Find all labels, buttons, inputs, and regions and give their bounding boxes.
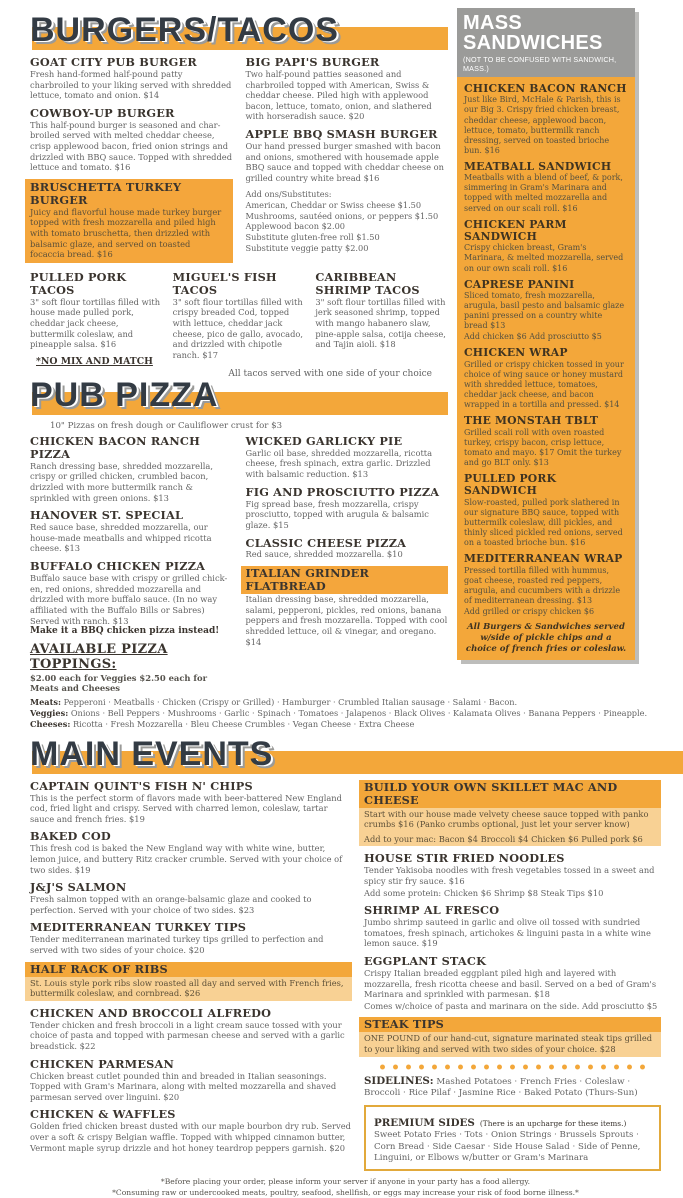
menu-item bbox=[30, 780, 352, 825]
mass-sandwiches-section bbox=[457, 8, 635, 694]
tacos-columns bbox=[30, 271, 448, 367]
item-name: BAKED COD bbox=[30, 829, 111, 844]
toppings-cheeses bbox=[30, 719, 661, 730]
toppings-header-block bbox=[30, 642, 233, 693]
item-desc: Tender chicken and fresh broccoli in a light cream sauce tossed with your choice of pasta and topped with parmesan cheese and served with a garlic breadstick. $22 bbox=[30, 1019, 345, 1052]
cheeses-label: Cheeses: bbox=[30, 718, 71, 729]
addon-item: Mushrooms, sautéed onions, or peppers $1.50 bbox=[245, 210, 439, 221]
item-name: EGGPLANT STACK bbox=[364, 954, 487, 969]
addons-label: Add ons/Substitutes: bbox=[245, 189, 332, 200]
item-desc: Juicy and flavorful house made turkey burger topped with fresh mozzarella and piled high with tomato bruschetta, then drizzled with balsamic glaze, and served on toasted focaccia bread. $16 bbox=[30, 206, 222, 260]
top-row bbox=[30, 8, 661, 694]
item-name: MEDITERRANEAN WRAP bbox=[464, 552, 623, 566]
meats-label: Meats: bbox=[30, 697, 61, 708]
toppings-lists bbox=[30, 697, 661, 729]
menu-item-highlighted bbox=[246, 566, 449, 647]
item-name: CAPRESE PANINI bbox=[464, 277, 575, 291]
item-desc: Fresh hand-formed half-pound patty charbroiled to your liking served with shredded lettuce, tomato and onion. $14 bbox=[30, 68, 232, 101]
menu-item bbox=[30, 56, 233, 101]
sandwiches-body bbox=[457, 77, 635, 660]
menu-item bbox=[246, 56, 449, 122]
item-desc: Sliced tomato, fresh mozzarella, arugula, basil pesto and balsamic glaze panini pressed on a country white bread $13 bbox=[464, 291, 625, 331]
item-name: GOAT CITY PUB BURGER bbox=[30, 55, 197, 69]
menu-item bbox=[30, 881, 352, 915]
taco-col bbox=[315, 271, 448, 367]
item-name: THE MONSTAH TBLT bbox=[464, 414, 599, 428]
item-name: HANOVER ST. SPECIAL bbox=[30, 508, 184, 523]
menu-item bbox=[364, 904, 661, 949]
item-name: HOUSE STIR FRIED NOODLES bbox=[364, 851, 565, 866]
item-extra: Add grilled or crispy chicken $6 bbox=[464, 606, 595, 616]
item-name: CHICKEN & WAFFLES bbox=[30, 1107, 176, 1122]
premium-sides-box bbox=[364, 1105, 661, 1171]
section-title: MASS SANDWICHES bbox=[463, 12, 603, 54]
addon-item: Applewood bacon $2.00 bbox=[245, 221, 346, 232]
menu-item-highlighted bbox=[359, 1017, 661, 1056]
pizza-intro: 10" Pizzas on fresh dough or Cauliflower crust for $3 bbox=[50, 420, 283, 431]
item-desc: Fresh salmon topped with an orange-balsamic glaze and cooked to perfection. Served with your choice of two sides. $23 bbox=[30, 894, 312, 915]
item-name: ITALIAN GRINDER FLATBREAD bbox=[241, 566, 449, 594]
menu-item bbox=[246, 128, 449, 183]
menu-item bbox=[246, 486, 449, 531]
premium-label: PREMIUM SIDES bbox=[374, 1117, 475, 1130]
menu-item bbox=[464, 83, 628, 156]
item-extra: Comes w/choice of pasta and marinara on the side. Add prosciutto $5 bbox=[364, 1000, 658, 1011]
main-events-columns bbox=[30, 780, 661, 1171]
sidelines bbox=[364, 1075, 661, 1100]
item-name: HALF RACK OF RIBS bbox=[25, 962, 352, 977]
menu-item bbox=[315, 271, 448, 350]
item-desc: Buffalo sauce base with crispy or grilled chick-en, red onions, shredded mozzarella and drizzled with more buffalo sauce. (In no way affiliated with the Buffalo Bills or Sabres) Served with ranch. $13 bbox=[30, 573, 228, 626]
item-name: PULLED PORK SANDWICH bbox=[464, 471, 557, 498]
toppings-pricing: $2.00 each for Veggies $2.50 each for Meats and Cheeses bbox=[30, 673, 208, 694]
item-name: MIGUEL'S FISH TACOS bbox=[172, 269, 277, 297]
menu-item bbox=[464, 553, 628, 617]
item-desc: Garlic oil base, shredded mozzarella, ricotta cheese, fresh spinach, extra garlic. Drizzled with balsamic reduction. $13 bbox=[245, 447, 433, 480]
menu-item bbox=[30, 1108, 352, 1153]
item-desc: Red sauce, shredded mozzarella. $10 bbox=[245, 549, 403, 560]
menu-item bbox=[30, 1007, 352, 1052]
menu-item bbox=[364, 852, 661, 898]
item-desc: Tender Yakisoba noodles with fresh vegetables tossed in a sweet and spicy stir fry sauce. $16 bbox=[364, 865, 655, 886]
premium-note: (There is an upcharge for these items.) bbox=[479, 1119, 627, 1129]
item-name: CLASSIC CHEESE PIZZA bbox=[245, 535, 407, 550]
veggies-label: Veggies: bbox=[30, 707, 69, 718]
menu-item bbox=[30, 435, 233, 503]
item-name: CHICKEN PARMESAN bbox=[30, 1056, 175, 1071]
toppings-meats bbox=[30, 697, 661, 708]
taco-col bbox=[173, 271, 306, 367]
menu-item bbox=[30, 107, 233, 173]
menu-item bbox=[464, 347, 628, 410]
item-desc: Italian dressing base, shredded mozzarella, salami, pepperoni, pickles, red onions, banana peppers and fresh mozzarella. Topped with cool shredded lettuce, oil & vinegar, and oregano. $14 bbox=[245, 594, 448, 647]
menu-item bbox=[464, 473, 628, 548]
item-name: BUILD YOUR OWN SKILLET MAC AND CHEESE bbox=[359, 780, 661, 808]
item-desc: Our hand pressed burger smashed with bacon and onions, smothered with housemade apple BBQ sauce and topped with cheddar cheese on grilled country white bread $16 bbox=[245, 141, 445, 183]
veggies-list: Onions · Bell Peppers · Mushrooms · Garlic · Spinach · Tomatoes · Jalapenos · Black Olives · Kalamata Olives · Banana Peppers · Pineapple. bbox=[70, 707, 648, 718]
item-desc: Ranch dressing base, shredded mozzarella, crispy or grilled chicken, crumbled bacon, drizzled with more buttermilk ranch & sprinkled with green onions. $13 bbox=[30, 460, 213, 503]
item-name: BIG PAPI'S BURGER bbox=[245, 55, 380, 69]
item-desc: Pressed tortilla filled with hummus, goat cheese, roasted red peppers, arugula, and cucumbers with a drizzle of mediterranean dressing. $13 bbox=[464, 565, 621, 605]
menu-item bbox=[464, 279, 628, 343]
item-desc: Grilled or crispy chicken tossed in your choice of wing sauce or honey mustard with shredded lettuce, tomatoes, cheddar jack cheese, and bacon wrapped in a tortilla and pressed. $14 bbox=[464, 359, 624, 410]
item-name: CHICKEN BACON RANCH PIZZA bbox=[30, 433, 200, 461]
sandwiches-footer-note: All Burgers & Sandwiches served w/side of pickle chips and a choice of french fries or coleslaw. bbox=[465, 621, 627, 655]
main-events-col-2 bbox=[364, 780, 661, 1171]
addon-item: Substitute gluten-free roll $1.50 bbox=[245, 232, 380, 243]
item-name: STEAK TIPS bbox=[359, 1017, 661, 1032]
premium-list: Sweet Potato Fries · Tots · Onion Strings · Brussels Sprouts · Corn Bread · Side Caesar · Side House Salad · Side of Penne, Linguini, or Elbows w/butter or Gram's Marinara bbox=[374, 1130, 641, 1163]
addons-list bbox=[246, 189, 449, 253]
dotted-divider bbox=[378, 1063, 647, 1071]
item-desc: ONE POUND of our hand-cut, signature marinated steak tips grilled to your liking and served with two sides of your choice. $28 bbox=[364, 1033, 653, 1055]
menu-item bbox=[30, 830, 352, 875]
item-desc: Two half-pound patties seasoned and charbroiled topped with American, Swiss & cheddar cheese. Piled high with applewood bacon, lettuce, tomato, onion, and slathered with horseradish sauce. $20 bbox=[245, 68, 432, 122]
addon-item: Substitute veggie patty $2.00 bbox=[245, 242, 369, 253]
pizza-col-2 bbox=[246, 435, 449, 694]
burgers-col-1 bbox=[30, 56, 233, 269]
menu-item-highlighted bbox=[25, 962, 352, 1001]
item-desc: This is the perfect storm of flavors made with beer-battered New England cod, fried light and crispy. Served with charred lemon, coleslaw, tartar sauce and french fries. $19 bbox=[30, 792, 342, 824]
item-name: CHICKEN PARM SANDWICH bbox=[464, 217, 567, 243]
raw-food-disclaimer: *Consuming raw or undercooked meats, poultry, seafood, shellfish, or eggs may increase your risk of food borne illness.* bbox=[112, 1187, 579, 1197]
item-name: SHRIMP AL FRESCO bbox=[364, 903, 500, 918]
meats-list: Pepperoni · Meatballs · Chicken (Crispy or Grilled) · Hamburger · Crumbled Italian sausage · Salami · Bacon. bbox=[63, 697, 518, 708]
sidelines-list: Mashed Potatoes · French Fries · Coleslaw · Broccoli · Rice Pilaf · Jasmine Rice · Baked Potato (Thurs-Sun) bbox=[364, 1076, 638, 1099]
item-desc: Meatballs with a blend of beef, & pork, simmering in Gram's Marinara and topped with melted mozzarella and served on our scali roll. $16 bbox=[464, 173, 623, 213]
item-name: CARIBBEAN SHRIMP TACOS bbox=[315, 269, 420, 297]
menu-item bbox=[246, 435, 449, 480]
item-extra: Add chicken $6 Add prosciutto $5 bbox=[464, 332, 602, 342]
item-desc: Chicken breast cutlet pounded thin and breaded in Italian seasonings. Topped with Gram's Marinara, along with melted mozzarella and shaved parmesan served over linguini. $20 bbox=[30, 1070, 337, 1102]
item-desc: 3" soft flour tortillas filled with jerk seasoned shrimp, topped with mango habanero slaw, pine-apple salsa, cotija cheese, and Tajin aioli. $18 bbox=[315, 296, 446, 350]
menu-item bbox=[246, 537, 449, 561]
menu-item-highlighted bbox=[25, 179, 233, 263]
section-title: MAIN EVENTS bbox=[30, 734, 274, 773]
item-name: CHICKEN AND BROCCOLI ALFREDO bbox=[30, 1005, 272, 1020]
pizza-col-1 bbox=[30, 435, 233, 694]
item-desc: Slow-roasted, pulled pork slathered in our signature BBQ sauce, topped with buttermilk coleslaw, dill pickles, and thinly sliced pickled red onions, served on a toasted brioche bun. $16 bbox=[464, 497, 623, 548]
page-footer bbox=[30, 1176, 661, 1198]
item-name: APPLE BBQ SMASH BURGER bbox=[245, 127, 438, 142]
menu-item bbox=[30, 509, 233, 554]
menu-item bbox=[464, 161, 628, 214]
item-name: MEDITERRANEAN TURKEY TIPS bbox=[30, 920, 247, 935]
main-events-col-1 bbox=[30, 780, 352, 1171]
item-desc: This fresh cod is baked the New England way with white wine, butter, lemon juice, and buttery Ritz cracker crumble. Served with your choice of two sides. $19 bbox=[30, 843, 343, 875]
item-name: FIG AND PROSCIUTTO PIZZA bbox=[245, 484, 440, 499]
item-desc: Fig spread base, fresh mozzarella, crispy prosciutto, topped with arugula & balsamic glaze. $15 bbox=[245, 498, 429, 530]
section-subtitle: (NOT TO BE CONFUSED WITH SANDWICH, MASS.) bbox=[463, 55, 617, 73]
item-desc: 3" soft flour tortillas filled with crispy breaded Cod, topped with lettuce, cheddar jack cheese, pico de gallo, avocado, and drizzled with chipotle ranch. $17 bbox=[172, 296, 304, 360]
item-desc: Grilled scali roll with oven roasted turkey, crispy bacon, crisp lettuce, tomato and mayo. $17 Omit the turkey and go BLT only. $13 bbox=[464, 427, 622, 467]
menu-item bbox=[30, 271, 163, 350]
menu-item bbox=[364, 955, 661, 1011]
menu-item bbox=[30, 560, 233, 636]
item-desc: Tender mediterranean marinated turkey tips grilled to perfection and served with two sides of your choice. $20 bbox=[30, 934, 324, 956]
item-desc: Golden fried chicken breast dusted with our maple bourbon dry rub. Served over a soft & crispy Belgian waffle. Topped with whipped cinnamon butter, Vermont maple syrup drizzle and hot honey teardrop peppers garnish. $20 bbox=[30, 1121, 351, 1153]
item-desc: This half-pound burger is seasoned and char-broiled served with melted cheddar cheese, crisp applewood bacon, fried onion strings and drizzled with BBQ sauce. Topped with shredded lettuce and tomato. $16 bbox=[30, 119, 233, 173]
item-name: CHICKEN WRAP bbox=[464, 346, 568, 360]
sidelines-label: SIDELINES: bbox=[364, 1074, 434, 1087]
item-desc: Red sauce base, shredded mozzarella, our house-made meatballs and whipped ricotta cheese. $13 bbox=[30, 522, 212, 554]
item-note: Make it a BBQ chicken pizza instead! bbox=[30, 626, 220, 637]
item-name: CAPTAIN QUINT'S FISH N' CHIPS bbox=[30, 778, 253, 793]
menu-item bbox=[30, 1058, 352, 1103]
allergy-disclaimer: *Before placing your order, please inform your server if anyone in your party has a food allergy. bbox=[160, 1176, 531, 1186]
item-name: BRUSCHETTA TURKEY BURGER bbox=[30, 179, 182, 207]
item-name: MEATBALL SANDWICH bbox=[464, 159, 612, 173]
burgers-tacos-header bbox=[30, 8, 448, 52]
item-name: PULLED PORK TACOS bbox=[30, 269, 127, 297]
item-extra: Add some protein: Chicken $6 Shrimp $8 Steak Tips $10 bbox=[364, 887, 604, 898]
burgers-columns bbox=[30, 56, 448, 269]
menu-item bbox=[173, 271, 306, 361]
no-mix-note: *NO MIX AND MATCH bbox=[36, 355, 153, 367]
sandwiches-box bbox=[457, 8, 635, 660]
toppings-header: AVAILABLE PIZZA TOPPINGS: bbox=[30, 642, 168, 673]
main-events-header bbox=[30, 732, 661, 776]
toppings-veggies bbox=[30, 708, 661, 719]
item-name: COWBOY-UP BURGER bbox=[30, 105, 175, 120]
menu-item bbox=[464, 219, 628, 274]
menu-item bbox=[464, 415, 628, 468]
pizza-columns bbox=[30, 435, 448, 694]
menu-item bbox=[30, 921, 352, 955]
menu-item-highlighted bbox=[359, 780, 661, 847]
tacos-note: All tacos served with one side of your choice bbox=[228, 368, 432, 379]
item-name: BUFFALO CHICKEN PIZZA bbox=[30, 559, 206, 574]
burgers-col-2 bbox=[246, 56, 449, 269]
item-desc: St. Louis style pork ribs slow roasted all day and served with French fries, buttermilk coleslaw, and cornbread. $26 bbox=[30, 977, 344, 999]
item-name: CHICKEN BACON RANCH bbox=[464, 82, 627, 95]
item-desc: Crispy Italian breaded eggplant piled high and layered with mozzarella, fresh ricotta cheese and basil. Served on a bed of Gram's Marinara and sprinkled with parmesan. $18 bbox=[364, 968, 657, 1000]
item-desc: Start with our house made velvety cheese sauce topped with panko crumbs $16 (Panko crumbs optional, just let your server know) bbox=[364, 808, 649, 830]
item-desc: Crispy chicken breast, Gram's Marinara, & melted mozzarella, served on our own scali roll. $16 bbox=[464, 243, 624, 273]
burgers-tacos-section bbox=[30, 8, 448, 694]
item-desc: Just like Bird, McHale & Parish, this is our Big 3. Crispy fried chicken breast, cheddar cheese, applewood bacon, lettuce, tomato, buttermilk ranch dressing, served on toasted brioche bun. $16 bbox=[464, 95, 621, 155]
section-title: PUB PIZZA bbox=[30, 375, 219, 414]
item-desc: 3" soft flour tortillas filled with house made pulled pork, cheddar jack cheese, buttermilk coleslaw, and pineapple salsa. $16 bbox=[30, 296, 161, 350]
item-name: WICKED GARLICKY PIE bbox=[245, 433, 403, 448]
pub-pizza-header bbox=[30, 373, 448, 417]
item-extra: Add to your mac: Bacon $4 Broccoli $4 Chicken $6 Pulled pork $6 bbox=[364, 833, 643, 844]
cheeses-list: Ricotta · Fresh Mozzarella · Bleu Cheese Crumbles · Vegan Cheese · Extra Cheese bbox=[72, 718, 415, 729]
section-title: BURGERS/TACOS bbox=[30, 11, 339, 49]
addon-item: American, Cheddar or Swiss cheese $1.50 bbox=[245, 200, 422, 211]
sandwiches-header bbox=[457, 8, 635, 77]
item-name: J&J'S SALMON bbox=[30, 880, 127, 895]
item-desc: Jumbo shrimp sauteed in garlic and olive oil tossed with sundried tomatoes, fresh spinach, artichokes & linguini pasta in a white wine lemon sauce. $19 bbox=[364, 917, 651, 949]
taco-col bbox=[30, 271, 163, 367]
